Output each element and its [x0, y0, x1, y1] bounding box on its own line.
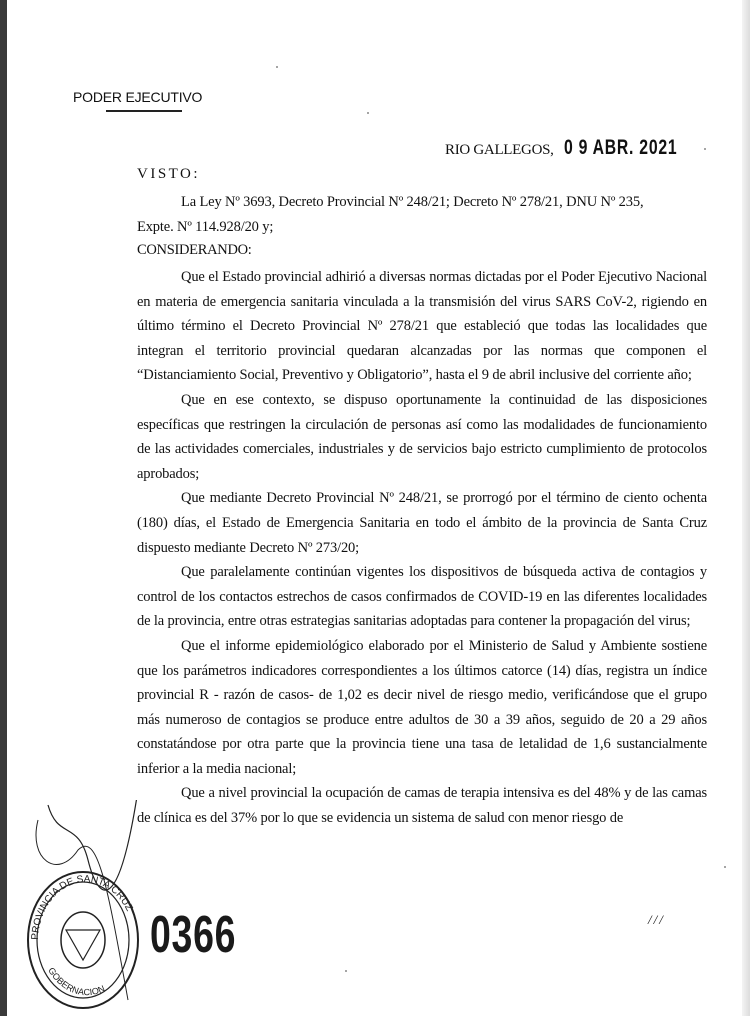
scan-speck — [724, 866, 726, 868]
place-date-line — [445, 136, 715, 160]
official-seal-icon — [18, 800, 148, 1010]
continuation-mark: /// — [648, 912, 665, 927]
visto-line-2: Expte. Nº 114.928/20 y; — [137, 218, 274, 235]
paragraph-3: Que mediante Decreto Provincial Nº 248/21, se prorrogó por el término de ciento ochenta (180) días, el Estado de Emergencia Sanitaria en todo el ámbito de la provincia de Santa Cruz dispuesto mediante Decreto Nº 273/20; — [137, 490, 707, 556]
header-underline — [106, 110, 182, 112]
visto-heading: VISTO: — [137, 166, 201, 182]
paragraph-4: Que paralelamente continúan vigentes los dispositivos de búsqueda activa de contagios y control de los contactos estrechos de casos confirmados de COVID-19 en las diferentes localidades de la provincia, entre otras estrategias sanitarias adoptadas para contener la propagación del virus; — [137, 564, 707, 630]
scan-speck — [704, 148, 706, 150]
seal-text-top: PROVINCIA DE SANTA CRUZ — [29, 873, 135, 941]
considerando-heading: CONSIDERANDO: — [137, 242, 252, 258]
scan-speck — [276, 66, 278, 68]
place-name: RIO GALLEGOS, — [445, 142, 554, 158]
date-stamp: 0 9 ABR. 2021 — [563, 136, 677, 159]
paragraph-2: Que en ese contexto, se dispuso oportunamente la continuidad de las disposiciones específicas que restringen la circulación de personas así como las modalidades de funcionamiento de las actividades comerciales, industriales y de servicios bajo estricto cumplimiento de protocolos aprobados; — [137, 391, 707, 482]
scan-border-right — [742, 0, 750, 1016]
seal-text-bottom: GOBERNACION — [46, 965, 107, 998]
paragraph-6: Que a nivel provincial la ocupación de camas de terapia intensiva es del 48% y de las camas de clínica es del 37% por lo que se evidencia un sistema de salud con menor riesgo de — [137, 785, 707, 827]
scan-border-left — [0, 0, 7, 1016]
considerando-body — [137, 265, 707, 831]
paragraph-1: Que el Estado provincial adhirió a diversas normas dictadas por el Poder Ejecutivo Nacional en materia de emergencia sanitaria vinculada a la transmisión del virus SARS CoV-2, rigiendo en último término el Decreto Provincial Nº 278/21 que estableció que todas las localidades que integran el territorio provincial quedaran alcanzadas por las normas que componen el “Distanciamiento Social, Preventivo y Obligatorio”, hasta el 9 de abril inclusive del corriente año; — [137, 269, 707, 384]
decree-number-stamp: 0366 — [150, 906, 237, 964]
authority-header: PODER EJECUTIVO — [73, 89, 203, 105]
visto-text — [137, 190, 707, 239]
scan-speck — [367, 112, 369, 114]
visto-line-1: La Ley Nº 3693, Decreto Provincial Nº 248/21; Decreto Nº 278/21, DNU Nº 235, — [181, 194, 644, 210]
scan-speck — [345, 970, 347, 972]
paragraph-5: Que el informe epidemiológico elaborado por el Ministerio de Salud y Ambiente sostiene que los parámetros indicadores correspondientes a los últimos catorce (14) días, registra un índice provincial R - razón de casos- de 1,02 es decir nivel de riesgo medio, verificándose que el grupo más numeroso de contagios se produce entre adultos de 30 a 39 años, seguido de 20 a 29 años constatándose por otra parte que la provincia tiene una tasa de letalidad de 1,6 sustancialmente inferior a la media nacional; — [137, 637, 707, 777]
